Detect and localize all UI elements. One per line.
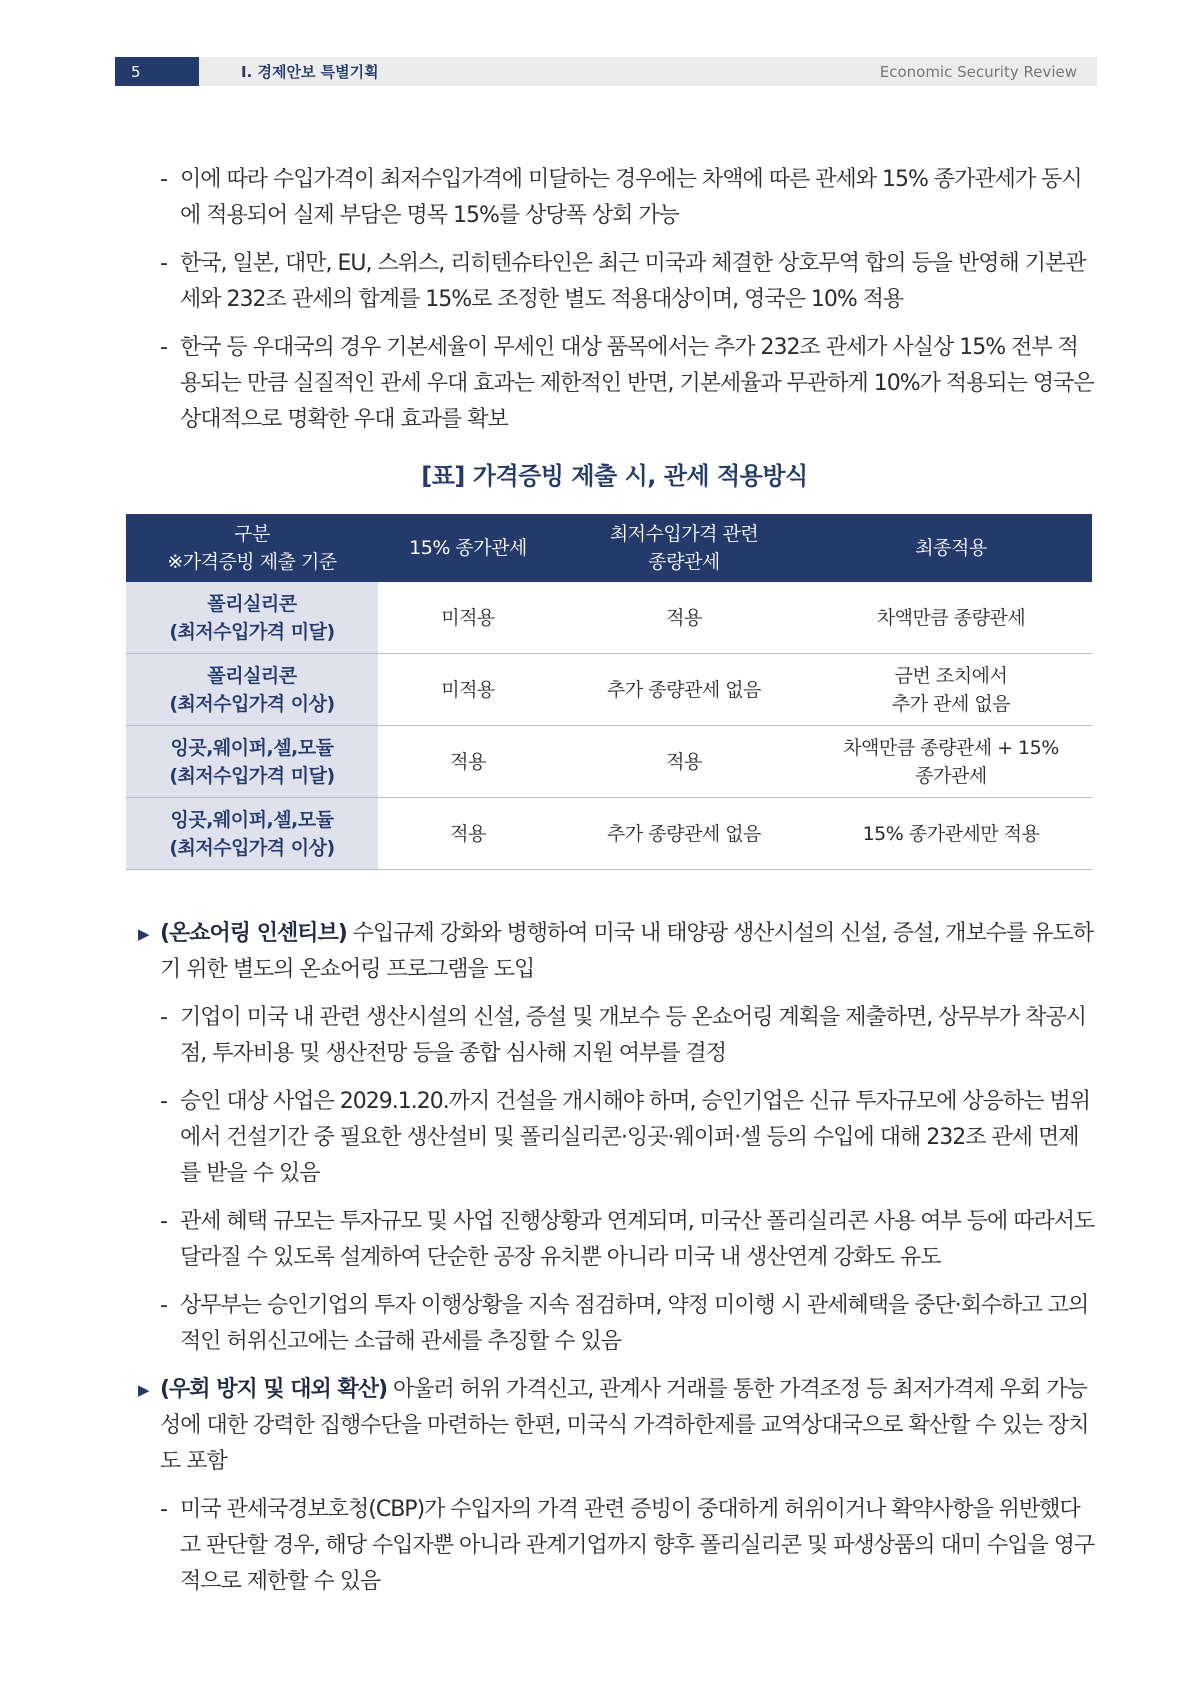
journal-title: Economic Security Review (879, 62, 1077, 81)
sub-bullet: - 관세 혜택 규모는 투자규모 및 사업 진행상황과 연계되며, 미국산 폴리실리콘 사용 여부 등에 따라서도 달라질 수 있도록 설계하여 단순한 공장 유치뿐 아니라 미국 내 생산연계 강화도 유도 (160, 1209, 1095, 1270)
table-row (126, 654, 1092, 726)
table-header-row (126, 514, 1092, 582)
cell-final: 금번 조치에서 추가 관세 없음 (810, 654, 1092, 726)
row-label: 잉곳,웨이퍼,셀,모듈 (최저수입가격 미달) (126, 726, 378, 798)
table-title: [표] 가격증빙 제출 시, 관세 적용방식 (421, 462, 808, 490)
page-header (115, 57, 1097, 86)
header-specific-duty: 최저수입가격 관련 종량관세 (558, 514, 810, 582)
tariff-table (126, 514, 1092, 870)
intro-bullet: - 한국, 일본, 대만, EU, 스위스, 리히텐슈타인은 최근 미국과 체결한 상호무역 합의 등을 반영해 기본관세와 232조 관세의 합계를 15%로 조정한 별도 적용대상이며, 영국은 10% 적용 (160, 251, 1086, 312)
cell-specific-duty: 추가 종량관세 없음 (558, 654, 810, 726)
sub-bullet: - 승인 대상 사업은 2029.1.20.까지 건설을 개시해야 하며, 승인기업은 신규 투자규모에 상응하는 범위에서 건설기간 중 필요한 생산설비 및 폴리실리콘·잉곳·웨이퍼·셀 등의 수입에 대해 232조 관세 면제를 받을 수 있음 (160, 1089, 1090, 1186)
body-content (138, 162, 1097, 1612)
cell-ad-valorem: 적용 (378, 726, 558, 798)
cell-ad-valorem: 미적용 (378, 654, 558, 726)
header-category: 구분 ※가격증빙 제출 기준 (126, 514, 378, 582)
section-bullet: ▶ (온쇼어링 인센티브) 수입규제 강화와 병행하여 미국 내 태양광 생산시설의 신설, 증설, 개보수를 유도하기 위한 별도의 온쇼어링 프로그램을 도입 (138, 916, 1097, 988)
cell-specific-duty: 추가 종량관세 없음 (558, 798, 810, 870)
header-ad-valorem: 15% 종가관세 (378, 514, 558, 582)
intro-bullet: - 한국 등 우대국의 경우 기본세율이 무세인 대상 품목에서는 추가 232조 관세가 사실상 15% 전부 적용되는 만큼 실질적인 관세 우대 효과는 제한적인 반면, 기본세율과 무관하게 10%가 적용되는 영국은 상대적으로 명확한 우대 효과를 확보 (160, 335, 1094, 432)
sub-bullet: - 상무부는 승인기업의 투자 이행상황을 지속 점검하며, 약정 미이행 시 관세혜택을 중단·회수하고 고의적인 허위신고에는 소급해 관세를 추징할 수 있음 (160, 1293, 1089, 1354)
section-title: Ⅰ. 경제안보 특별기획 (241, 63, 379, 81)
cell-ad-valorem: 미적용 (378, 582, 558, 654)
cell-final: 차액만큼 종량관세 + 15% 종가관세 (810, 726, 1092, 798)
cell-ad-valorem: 적용 (378, 798, 558, 870)
sections (138, 916, 1097, 1600)
table-row (126, 798, 1092, 870)
row-label: 잉곳,웨이퍼,셀,모듈 (최저수입가격 이상) (126, 798, 378, 870)
row-label: 폴리실리콘 (최저수입가격 이상) (126, 654, 378, 726)
header-final: 최종적용 (810, 514, 1092, 582)
cell-final: 15% 종가관세만 적용 (810, 798, 1092, 870)
sub-bullet: - 기업이 미국 내 관련 생산시설의 신설, 증설 및 개보수 등 온쇼어링 계획을 제출하면, 상무부가 착공시점, 투자비용 및 생산전망 등을 종합 심사해 지원 여부를 결정 (160, 1005, 1086, 1066)
table-row (126, 726, 1092, 798)
intro-bullet: - 이에 따라 수입가격이 최저수입가격에 미달하는 경우에는 차액에 따른 관세와 15% 종가관세가 동시에 적용되어 실제 부담은 명목 15%를 상당폭 상회 가능 (160, 167, 1082, 228)
section-bullet: ▶ (우회 방지 및 대외 확산) 아울러 허위 가격신고, 관계사 거래를 통한 가격조정 등 최저가격제 우회 가능성에 대한 강력한 집행수단을 마련하는 한편, 미국식 가격하한제를 교역상대국으로 확산할 수 있는 장치도 포함 (138, 1372, 1097, 1480)
table-row (126, 582, 1092, 654)
cell-specific-duty: 적용 (558, 582, 810, 654)
sub-bullet: - 미국 관세국경보호청(CBP)가 수입자의 가격 관련 증빙이 중대하게 허위이거나 확약사항을 위반했다고 판단할 경우, 해당 수입자뿐 아니라 관계기업까지 향후 폴리실리콘 및 파생상품의 대미 수입을 영구적으로 제한할 수 있음 (160, 1497, 1095, 1594)
triangle-bullet-icon: ▶ (138, 1381, 149, 1399)
row-label: 폴리실리콘 (최저수입가격 미달) (126, 582, 378, 654)
cell-final: 차액만큼 종량관세 (810, 582, 1092, 654)
triangle-bullet-icon: ▶ (138, 925, 149, 943)
cell-specific-duty: 적용 (558, 726, 810, 798)
page-number: 5 (115, 57, 199, 86)
